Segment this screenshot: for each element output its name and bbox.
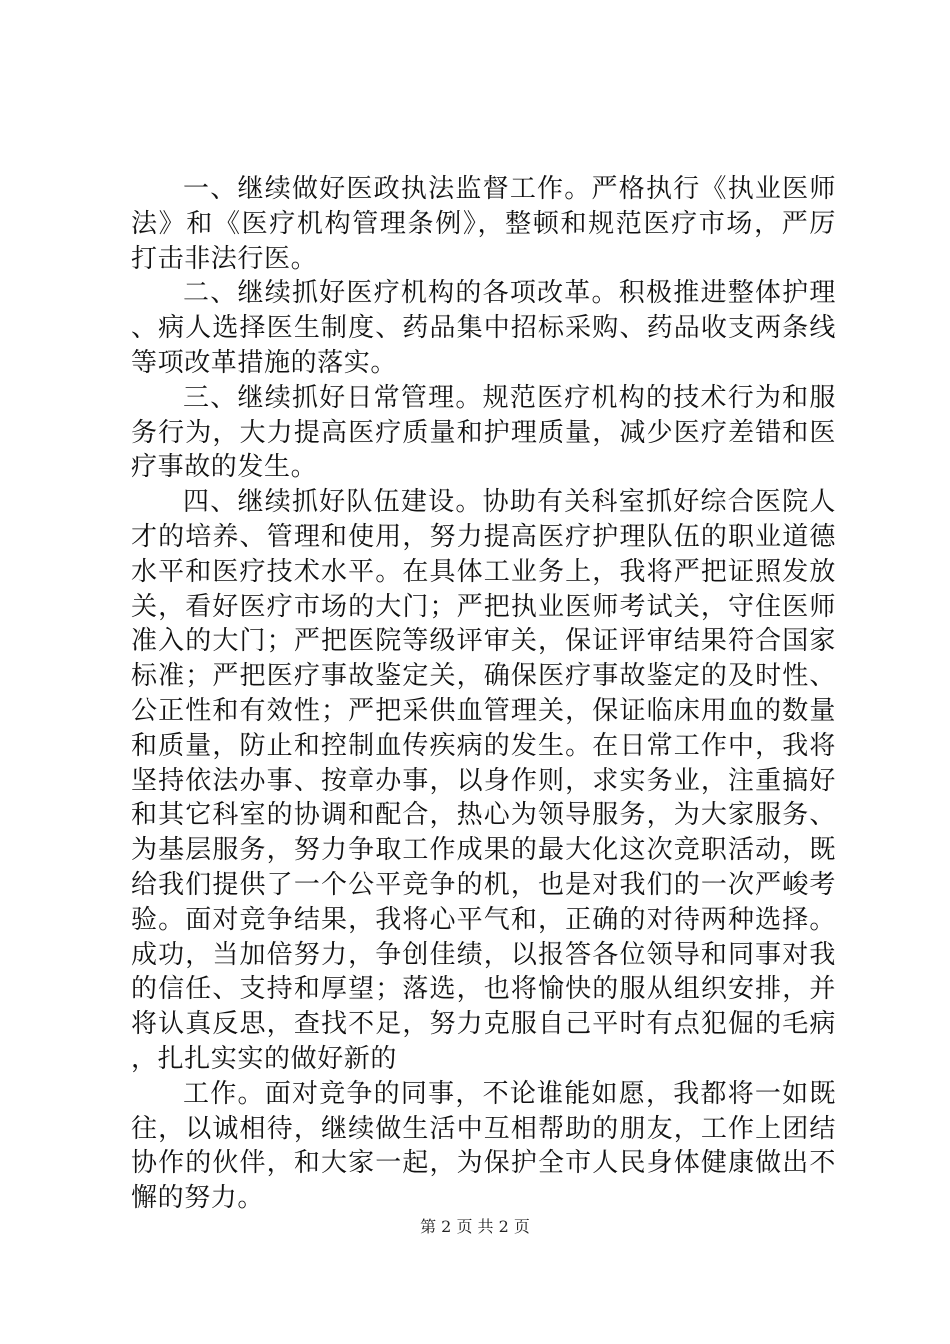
- paragraph-2: 二、继续抓好医疗机构的各项改革。积极推进整体护理、病人选择医生制度、药品集中招标采购、药品收支两条线等项改革措施的落实。: [131, 278, 836, 378]
- page-number-label: 第 2 页 共 2 页: [420, 1217, 530, 1236]
- paragraph-5: 工作。面对竞争的同事，不论谁能如愿，我都将一如既往，以诚相待，继续做生活中互相帮助的朋友，工作上团结协作的伙伴，和大家一起，为保护全市人民身体健康做出不懈的努力。: [131, 1078, 836, 1214]
- paragraph-3: 三、继续抓好日常管理。规范医疗机构的技术行为和服务行为，大力提高医疗质量和护理质量，减少医疗差错和医疗事故的发生。: [131, 382, 836, 483]
- paragraph-1: 一、继续做好医政执法监督工作。严格执行《执业医师法》和《医疗机构管理条例》，整顿和规范医疗市场，严厉打击非法行医。: [131, 174, 836, 274]
- document-body: [131, 172, 836, 1216]
- paragraph-4: 四、继续抓好队伍建设。协助有关科室抓好综合医院人才的培养、管理和使用，努力提高医疗护理队伍的职业道德水平和医疗技术水平。在具体工业务上，我将严把证照发放关，看好医疗市场的大门；严把执业医师考试关，守住医师准入的大门；严把医院等级评审关，保证评审结果符合国家标准；严把医疗事故鉴定关，确保医疗事故鉴定的及时性、公正性和有效性；严把采供血管理关，保证临床用血的数量和质量，防止和控制血传疾病的发生。在日常工作中，我将坚持依法办事、按章办事，以身作则，求实务业，注重搞好和其它科室的协调和配合，热心为领导服务，为大家服务、为基层服务，努力争取工作成果的最大化这次竞职活动，既给我们提供了一个公平竞争的机，也是对我们的一次严峻考验。面对竞争结果，我将心平气和，正确的对待两种选择。成功，当加倍努力，争创佳绩，以报答各位领导和同事对我的信任、支持和厚望；落选，也将愉快的服从组织安排，并将认真反思，查找不足，努力克服自己平时有点犯倔的毛病，扎扎实实的做好新的: [131, 487, 836, 1074]
- page-footer: [0, 1217, 950, 1237]
